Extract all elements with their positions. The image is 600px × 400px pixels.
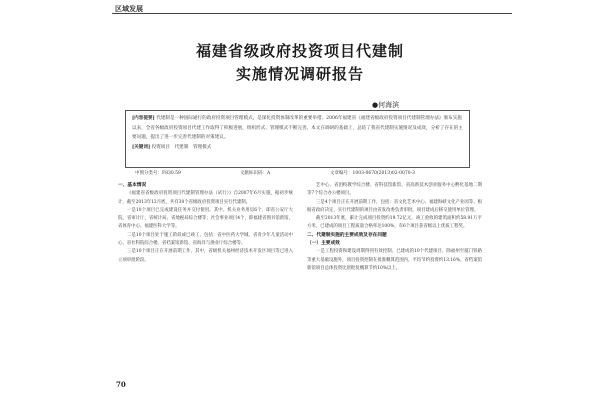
keywords-label: [关键词] [132,144,151,150]
document-code: 文献标识码：A [240,171,271,176]
author: ●何海滨 [372,101,400,109]
abstract-label: [内容提要] [132,116,155,121]
left-para-2: 一是10个项目已完成建设任务并交付使用。其中，机关业务用房6个，即省公安厅大院、省审计厅、省统计局、省地税局综合楼等；社会事业项目4个，即福建省图书馆新馆、省体育中心、福建医科大学等。 [118,207,293,230]
abstract-text: 代建制是一种国际通行的政府投资项目管理模式，是深化投资体制改革的重要举措。2006年福建省《福建省级政府投资项目代建制管理办法》颁布实施以来，全省各级政府投资项目代建工作取得了积极进展，组织形式、管理模式不断完善。本文在调研的基础上，总结了我省代建制实施情况及成效，分析了存在的主要问题，提出了进一步完善代建制的对策建议。 [132,116,463,141]
left-para-3: 二是10个项目处于施工阶段或已竣工，包括：省中医药大学城、省青少年儿童活动中心、省社科院综合楼、省档案馆新馆、省海洋与渔业厅综合楼等。 [118,232,293,247]
keywords: 投资项目 代建制 管理模式 [151,144,212,150]
right-para-4: 一是工程投资和建设周期得到有效控制。已建成的10个代建项目，除福州至厦门铁路等重大基础设施外，项目投资控制在批准概算范围内，平均节约投资约13.16%，省档案馆新馆项目总体投资比原批复概算节约10%以上。 [307,249,482,271]
abstract-box [125,110,470,168]
right-para-3: 截至2013年底，累计完成项目投资约19.72亿元，竣工验收的建筑面积约58.91万平方米，已建成的项目工程质量合格率达100%，有6个项目获省级以上优质工程奖。 [307,216,482,230]
section-tag: 区域发展 [115,5,143,13]
left-para-1: 《福建省省级政府投资项目代建制管理办法（试行）》自2007年6月实施，据初步统计，截至2013年12月底，共有30个省级政府投资项目实行代建制。 [118,191,293,205]
article-title-line2: 实施情况调研报告 [235,65,364,83]
article-number: 文章编号：1003-0670(2013)02-0070-3 [330,171,415,176]
page-number: 70 [116,380,126,389]
right-para-1: 艺中心、省团校教学综合楼、省科技馆新馆、省高新技术创业服务中心孵化基地二期等7个综合办公楼项目。 [307,183,482,197]
class-number: 中图分类号：F830.59 [135,171,181,176]
left-column [118,182,293,265]
right-column [307,182,482,273]
right-subheading: （一）主要成效 [307,241,340,247]
article-title-line1: 福建省级政府投资项目代建制 [195,42,404,60]
right-para-2: 三是4个项目正在开展前期工作，包括：省文化艺术中心、福建海峡文化产业园等。根据省政府决定，实行代建制的项目由省发改委负责审批，项目建成后移交使用单位管理。 [307,199,482,213]
left-heading: 一、基本情况 [118,183,147,188]
header-rule [112,13,512,14]
right-heading-2: 二、代建制实施的主要成效及存在问题 [307,232,387,238]
left-para-4: 三是10个项目正在开展前期工作，其中，省级机关福州经济技术开发区项目等已进入立项审批阶段。 [118,249,293,263]
